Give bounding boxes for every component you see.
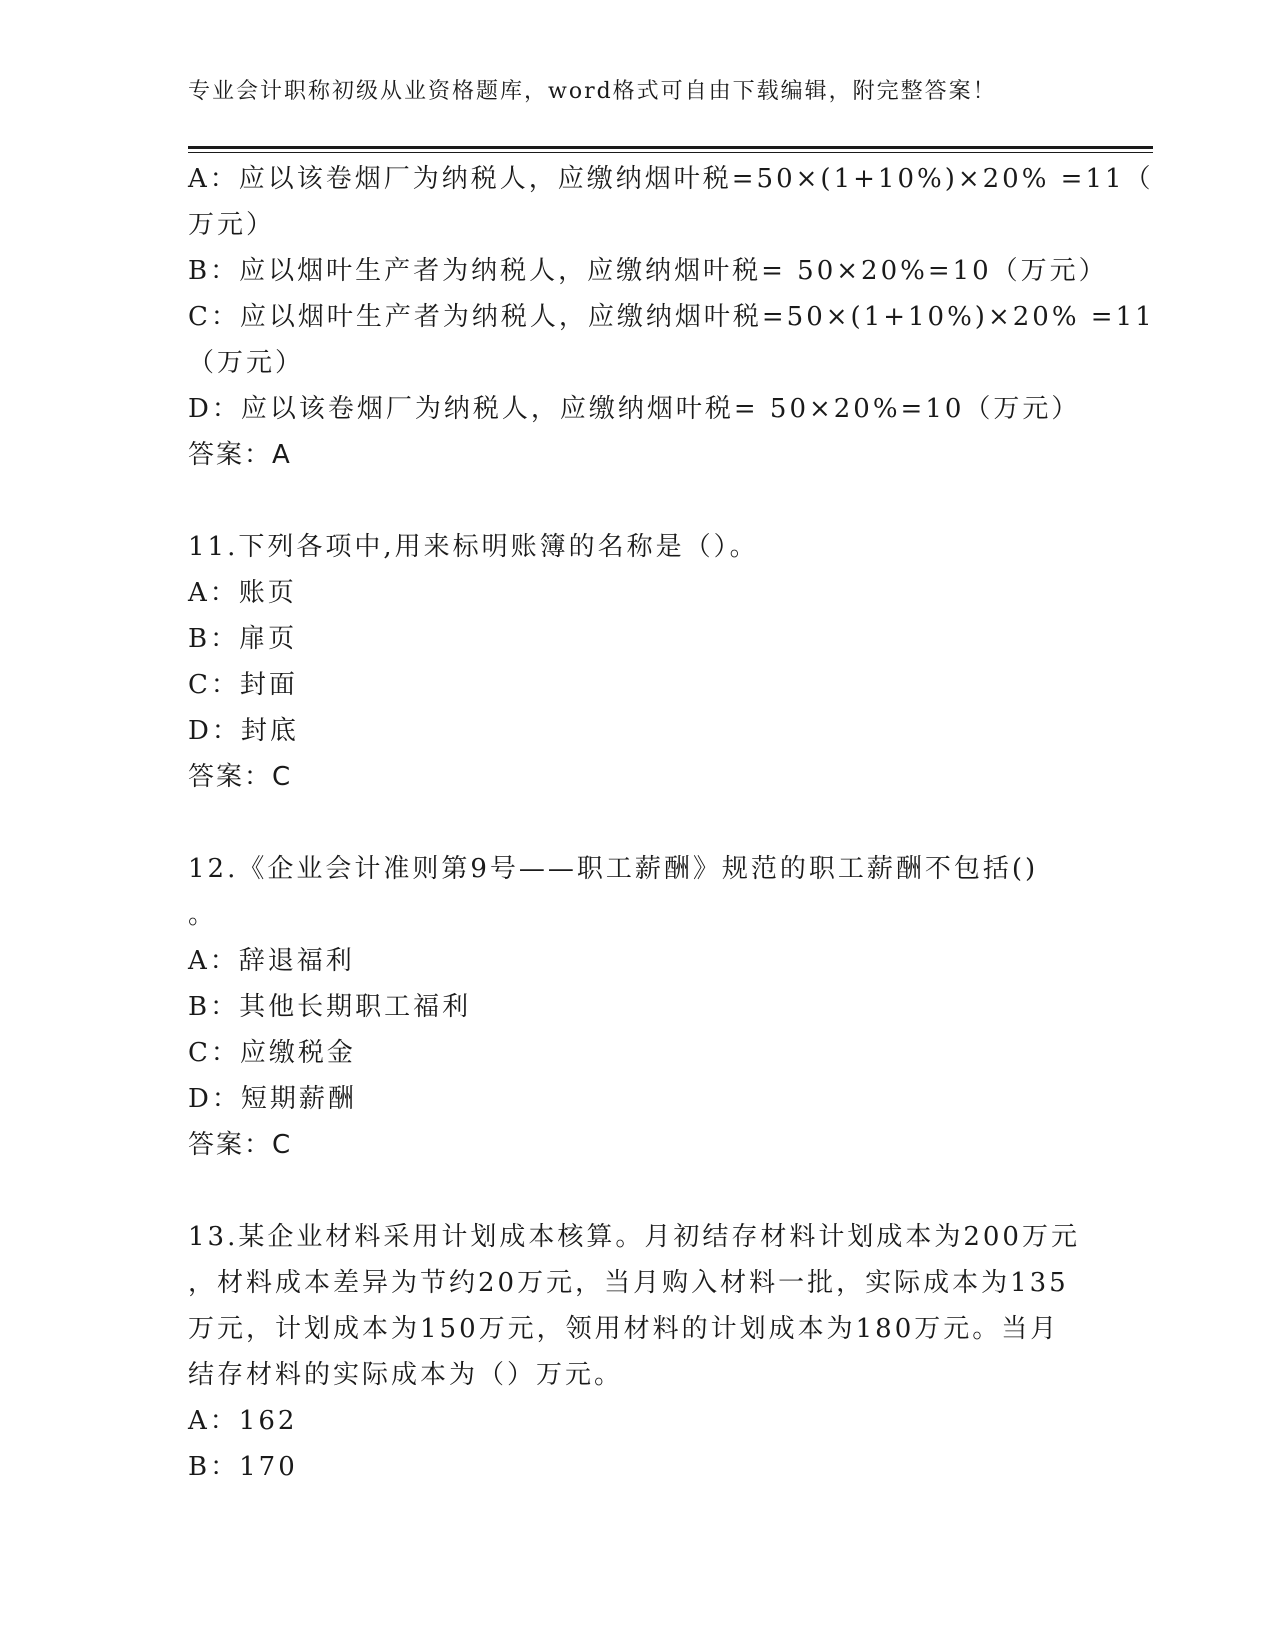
option-a: A：162	[188, 1406, 298, 1436]
spacer	[188, 800, 1088, 846]
option-d: D：应以该卷烟厂为纳税人，应缴纳烟叶税= 50×20%=10（万元）	[188, 394, 1081, 424]
question-12-stem-line1: 12.《企业会计准则第9号——职工薪酬》规范的职工薪酬不包括()	[188, 854, 1039, 884]
question-13-stem-line2: ，材料成本差异为节约20万元，当月购入材料一批，实际成本为135	[188, 1268, 1069, 1298]
question-12-stem-line2: 。	[188, 900, 218, 930]
question-13-stem-line1: 13.某企业材料采用计划成本核算。月初结存材料计划成本为200万元	[188, 1222, 1080, 1252]
question-11-stem: 11.下列各项中,用来标明账簿的名称是（）。	[188, 532, 759, 562]
option-b: B：其他长期职工福利	[188, 992, 472, 1022]
question-13-stem-line4: 结存材料的实际成本为（）万元。	[188, 1360, 624, 1390]
question-13-stem-line3: 万元，计划成本为150万元，领用材料的计划成本为180万元。当月	[188, 1314, 1060, 1344]
option-c: C：应缴税金	[188, 1038, 356, 1068]
option-d: D：短期薪酬	[188, 1084, 357, 1114]
question-content	[188, 156, 1155, 1490]
answer: 答案：A	[188, 440, 292, 470]
answer: 答案：C	[188, 762, 293, 792]
option-b: B：扉页	[188, 624, 298, 654]
spacer	[188, 1168, 1088, 1214]
header-rule-thick	[188, 146, 1153, 149]
option-c-line2: （万元）	[188, 348, 305, 378]
option-c: C：封面	[188, 670, 298, 700]
option-c-line1: C：应以烟叶生产者为纳税人，应缴纳烟叶税=50×(1+10%)×20% =11	[188, 302, 1155, 332]
spacer	[188, 478, 1088, 524]
option-a: A：账页	[188, 578, 297, 608]
page-header: 专业会计职称初级从业资格题库，word格式可自由下载编辑，附完整答案！	[188, 79, 997, 104]
answer: 答案：C	[188, 1130, 293, 1160]
option-a-line1: A：应以该卷烟厂为纳税人，应缴纳烟叶税=50×(1+10%)×20% =11（	[188, 164, 1154, 194]
option-b: B：应以烟叶生产者为纳税人，应缴纳烟叶税= 50×20%=10（万元）	[188, 256, 1108, 286]
option-a: A：辞退福利	[188, 946, 355, 976]
option-d: D：封底	[188, 716, 299, 746]
header-rule-thin	[188, 152, 1153, 153]
option-b: B：170	[188, 1452, 298, 1482]
option-a-line2: 万元）	[188, 210, 276, 240]
